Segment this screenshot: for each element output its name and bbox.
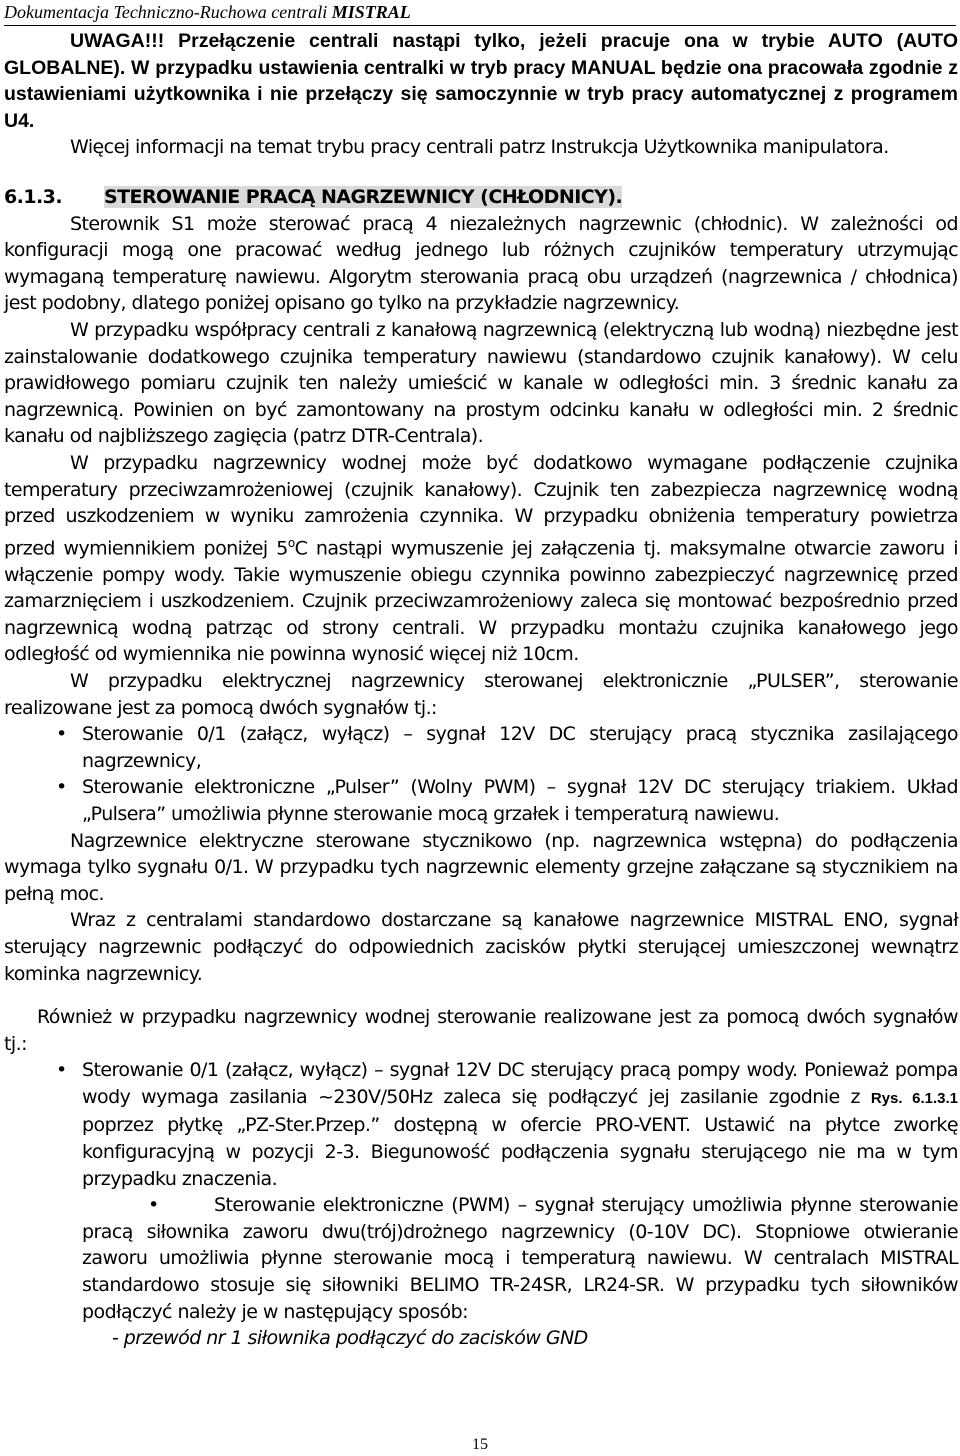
header-rule: [4, 25, 956, 26]
water-bullet-list: [4, 1057, 958, 1325]
page-number: 15: [472, 1436, 488, 1453]
paragraph-pulser: W przypadku elektrycznej nagrzewnicy sterowanej elektronicznie „PULSER”, sterowanie realizowane jest za pomocą dwóch sygnałów tj.:: [4, 669, 958, 719]
section-heading: [4, 184, 958, 211]
paragraph-frost-sensor: [4, 450, 958, 668]
bullet-item: • Sterowanie 0/1 (załącz, wyłącz) – sygnał 12V DC sterujący pracą stycznika zasilającego nagrzewnicy,: [82, 721, 958, 774]
header-title: Dokumentacja Techniczno-Ruchowa centrali: [4, 2, 328, 22]
header-brand: MISTRAL: [331, 2, 411, 22]
frost-text-after: C nastąpi wymuszenie jej załączenia tj. maksymalne otwarcie zaworu i włączenie pompy wody. Takie wymuszenie obiegu czynnika powinno zabezpieczyć nagrzewnicę przed zamarznięciem i uszkodzeniem. Czujnik przeciwzamrożeniowy zaleca się montować bezpośrednio przed nagrzewnicą wodną patrząc od strony centrali. W przypadku montażu czujnika kanałowego jego odległość od wymiennika nie powinna wynosić więcej niż 10cm.: [4, 537, 958, 666]
degree-superscript: o: [287, 535, 295, 550]
running-header: [4, 1, 411, 23]
more-info-paragraph: Więcej informacji na temat trybu pracy centrali patrz Instrukcja Użytkownika manipulatora.: [70, 136, 889, 159]
frost-text-before: W przypadku nagrzewnicy wodnej może być dodatkowo wymagane podłączenie czujnika temperatury przeciwzamrożeniowej (czujnik kanałowy). Czujnik ten zabezpiecza nagrzewnicę wodną przed uszkodzeniem w wyniku zamrożenia czynnika. W przypadku obniżenia temperatury powietrza przed wymiennikiem poniżej 5: [4, 451, 958, 560]
electric-bullet-list: [4, 721, 958, 827]
section-number: 6.1.3.: [4, 185, 63, 208]
figure-reference: Rys. 6.1.3.1: [870, 1089, 958, 1107]
paragraph-contactor: Nagrzewnice elektryczne sterowane stycznikowo (np. nagrzewnica wstępna) do podłączenia wymaga tylko sygnału 0/1. W przypadku tych nagrzewnic elementy grzejne załączane są stycznikiem na pełną moc.: [4, 829, 958, 905]
dash-item: - przewód nr 1 siłownika podłączyć do zacisków GND: [112, 1327, 588, 1350]
pwm-text: Sterowanie elektroniczne (PWM) – sygnał sterujący umożliwia płynne sterowanie pracą siłownika zaworu dwu(trój)drożnego nagrzewnicy (0-10V DC). Stopniowe otwieranie zaworu umożliwia płynne sterowanie mocą i temperaturą nawiewu. W centralach MISTRAL standardowo stosuje się siłowniki BELIMO TR-24SR, LR24-SR. W przypadku tych siłowników podłączyć należy je w następujący sposób:: [82, 1194, 958, 1323]
bullet-item: • Sterowanie elektroniczne „Pulser” (Wolny PWM) – sygnał 12V DC sterujący triakiem. Układ „Pulsera” umożliwia płynne sterowanie mocą grzałek i temperaturą nawiewu.: [82, 774, 958, 827]
water-text-before: Sterowanie 0/1 (załącz, wyłącz) – sygnał 12V DC sterujący pracą pompy wody. Ponieważ pompa wody wymaga zasilania ~230V/50Hz zaleca się podłączyć jej zasilanie zgodnie z: [82, 1059, 958, 1108]
pwm-bullet: •: [148, 1194, 159, 1217]
warning-paragraph: UWAGA!!! Przełączenie centrali nastąpi tylko, jeżeli pracuje ona w trybie AUTO (AUTO GLOBALNE). W przypadku ustawienia centralki w tryb pracy MANUAL będzie ona pracowała zgodnie z ustawieniami użytkownika i nie przełączy się samoczynnie w tryb pracy automatycznej z programem U4.: [4, 30, 958, 132]
bullet-item: [82, 1057, 958, 1325]
document-body: [4, 28, 958, 1352]
paragraph-intro: Sterownik S1 może sterować pracą 4 niezależnych nagrzewnic (chłodnic). W zależności od konfiguracji mogą one pracować według jednego lub różnych czujników temperatury utrzymując wymaganą temperaturę nawiewu. Algorytm sterowania pracą obu urządzeń (nagrzewnica / chłodnica) jest podobny, dlatego poniżej opisano go tylko na przykładzie nagrzewnicy.: [4, 212, 958, 315]
pwm-item: [82, 1192, 958, 1325]
water-text-after: poprzez płytkę „PZ-Ster.Przep.” dostępną w ofercie PRO-VENT. Ustawić na płytce zworkę konfiguracyjną w pozycji 2-3. Biegunowość podłączenia sygnału sterującego nie ma w tym przypadku znaczenia.: [82, 1114, 958, 1190]
paragraph-eno: Wraz z centralami standardowo dostarczane są kanałowe nagrzewnice MISTRAL ENO, sygnał sterujący nagrzewnic podłączyć do odpowiednich zacisków płytki sterującej umieszczonej wewnątrz kominka nagrzewnicy.: [4, 909, 958, 985]
paragraph-duct-sensor: W przypadku współpracy centrali z kanałową nagrzewnicą (elektryczną lub wodną) niezbędne jest zainstalowanie dodatkowego czujnika temperatury nawiewu (standardowo czujnik kanałowy). W celu prawidłowego pomiaru czujnik ten należy umieścić w kanale w odległości min. 3 średnic kanału za nagrzewnicą. Powinien on być zamontowany na prostym odcinku kanału w odległości min. 2 średnic kanału od najbliższego zagięcia (patrz DTR-Centrala).: [4, 318, 958, 448]
section-title: STEROWANIE PRACĄ NAGRZEWNICY (CHŁODNICY).: [104, 185, 623, 208]
paragraph-water: Również w przypadku nagrzewnicy wodnej sterowanie realizowane jest za pomocą dwóch sygnałów tj.:: [4, 1006, 958, 1055]
